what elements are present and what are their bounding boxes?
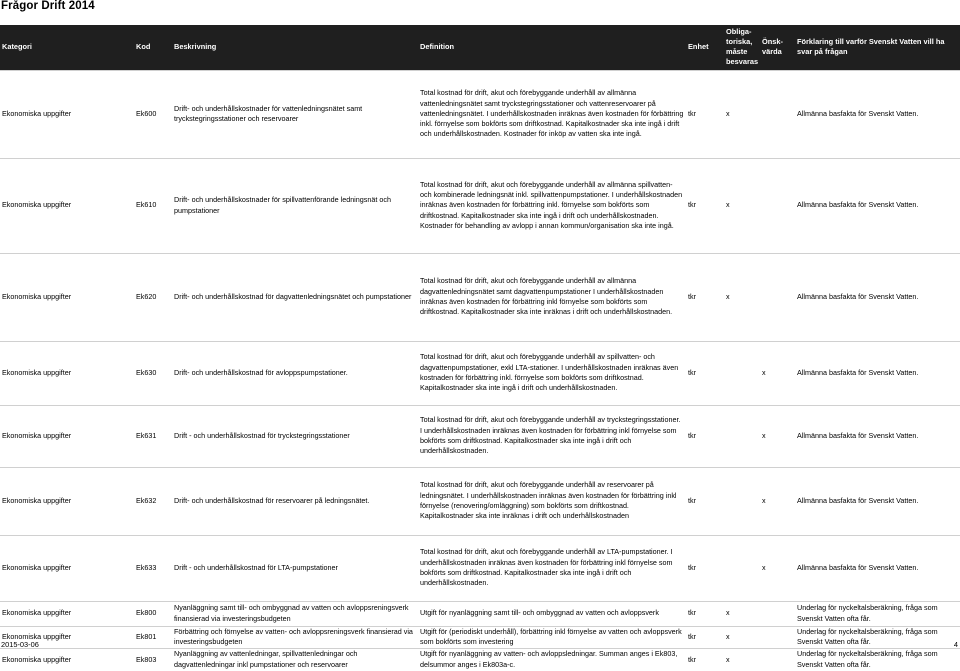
cell-kategori: Ekonomiska uppgifter	[0, 253, 134, 341]
cell-obligatoriska: x	[724, 158, 760, 253]
header-kod: Kod	[136, 42, 151, 52]
header-obligatoriska: Obliga-toriska, måste besvaras	[726, 27, 759, 67]
cell-kategori: Ekonomiska uppgifter	[0, 626, 134, 648]
cell-beskrivning: Drift - och underhållskostnad för tryckstegringsstationer	[172, 405, 418, 467]
header-beskrivning: Beskrivning	[174, 42, 217, 52]
cell-onskvarda	[760, 601, 795, 626]
cell-kategori: Ekonomiska uppgifter	[0, 467, 134, 535]
cell-forklaring: Underlag för nyckeltalsberäkning, fråga som Svenskt Vatten ofta får.	[795, 626, 960, 648]
cell-forklaring: Underlag för nyckeltalsberäkning, fråga som Svenskt Vatten ofta får.	[795, 648, 960, 671]
cell-onskvarda: x	[760, 405, 795, 467]
footer-page-number: 4	[953, 640, 958, 649]
cell-definition: Total kostnad för drift, akut och förebyggande underhåll av LTA-pumpstationer. I underhållskostnaden inräknas även kostnaden för förbättring inkl förnyelse som bokförts som driftkostnad. Kapitalkostnader ska inte ingå i drift och underhållskostnaden.	[418, 535, 686, 601]
cell-obligatoriska: x	[724, 648, 760, 671]
cell-enhet: tkr	[686, 601, 724, 626]
cell-onskvarda	[760, 648, 795, 671]
cell-obligatoriska	[724, 467, 760, 535]
cell-kod: Ek800	[134, 601, 172, 626]
cell-kategori: Ekonomiska uppgifter	[0, 648, 134, 671]
cell-kod: Ek600	[134, 70, 172, 158]
table-row	[0, 405, 960, 467]
cell-definition: Total kostnad för drift, akut och förebyggande underhåll av tryckstegringsstationer. I underhållskostnaden inräknas även kostnaden för förbättring inkl förnyelse som bokförts som driftkostnad. Kapitalkostnader ska inte ingå i drift och underhållskostnaden.	[418, 405, 686, 467]
cell-kod: Ek632	[134, 467, 172, 535]
cell-beskrivning: Förbättring och förnyelse av vatten- och avloppsreningsverk finansierad via investeringsbudgeten	[172, 626, 418, 648]
cell-onskvarda	[760, 70, 795, 158]
cell-enhet: tkr	[686, 467, 724, 535]
header-forklaring: Förklaring till varför Svenskt Vatten vill ha svar på frågan	[797, 37, 945, 57]
cell-kod: Ek803	[134, 648, 172, 671]
cell-forklaring: Underlag för nyckeltalsberäkning, fråga som Svenskt Vatten ofta får.	[795, 601, 960, 626]
cell-kod: Ek631	[134, 405, 172, 467]
cell-beskrivning: Drift- och underhållskostnader för vattenledningsnätet samt tryckstegringsstationer och reservoarer	[172, 70, 418, 158]
cell-kategori: Ekonomiska uppgifter	[0, 158, 134, 253]
cell-enhet: tkr	[686, 253, 724, 341]
cell-enhet: tkr	[686, 626, 724, 648]
cell-onskvarda: x	[760, 341, 795, 405]
table-row	[0, 341, 960, 405]
cell-forklaring: Allmänna basfakta för Svenskt Vatten.	[795, 535, 960, 601]
cell-onskvarda	[760, 158, 795, 253]
header-row	[0, 25, 960, 70]
cell-forklaring: Allmänna basfakta för Svenskt Vatten.	[795, 467, 960, 535]
cell-beskrivning: Drift- och underhållskostnader för spillvattenförande ledningsnät och pumpstationer	[172, 158, 418, 253]
cell-obligatoriska: x	[724, 70, 760, 158]
cell-enhet: tkr	[686, 405, 724, 467]
header-definition: Definition	[420, 42, 455, 52]
cell-onskvarda	[760, 626, 795, 648]
table-row	[0, 601, 960, 626]
cell-forklaring: Allmänna basfakta för Svenskt Vatten.	[795, 405, 960, 467]
cell-kod: Ek610	[134, 158, 172, 253]
cell-kod: Ek633	[134, 535, 172, 601]
cell-kategori: Ekonomiska uppgifter	[0, 405, 134, 467]
cell-forklaring: Allmänna basfakta för Svenskt Vatten.	[795, 70, 960, 158]
cell-obligatoriska	[724, 535, 760, 601]
cell-forklaring: Allmänna basfakta för Svenskt Vatten.	[795, 341, 960, 405]
cell-forklaring: Allmänna basfakta för Svenskt Vatten.	[795, 253, 960, 341]
cell-kod: Ek801	[134, 626, 172, 648]
cell-kategori: Ekonomiska uppgifter	[0, 535, 134, 601]
cell-obligatoriska: x	[724, 601, 760, 626]
table-row	[0, 70, 960, 158]
cell-definition: Utgift för nyanläggning samt till- och ombyggnad av vatten och avloppsverk	[418, 601, 686, 626]
header-enhet: Enhet	[688, 42, 709, 52]
header-onskvarda: Önsk-värda	[762, 37, 783, 57]
cell-beskrivning: Drift- och underhållskostnad för reservoarer på ledningsnätet.	[172, 467, 418, 535]
table-row	[0, 158, 960, 253]
cell-beskrivning: Drift- och underhållskostnad för avloppspumpstationer.	[172, 341, 418, 405]
cell-kategori: Ekonomiska uppgifter	[0, 70, 134, 158]
cell-kategori: Ekonomiska uppgifter	[0, 601, 134, 626]
cell-beskrivning: Drift - och underhållskostnad för LTA-pumpstationer	[172, 535, 418, 601]
table-row	[0, 253, 960, 341]
cell-definition: Utgift för (periodiskt underhåll), förbättring inkl förnyelse av vatten och avloppsverk som bokförts som investering	[418, 626, 686, 648]
cell-enhet: tkr	[686, 341, 724, 405]
cell-enhet: tkr	[686, 158, 724, 253]
cell-onskvarda: x	[760, 467, 795, 535]
cell-definition: Utgift för nyanläggning av vatten- och avloppsledningar. Summan anges i Ek803, delsummor anges i Ek803a-c.	[418, 648, 686, 671]
cell-beskrivning: Drift- och underhållskostnad för dagvattenledningsnätet och pumpstationer	[172, 253, 418, 341]
questions-table	[0, 25, 960, 671]
cell-obligatoriska	[724, 405, 760, 467]
cell-enhet: tkr	[686, 70, 724, 158]
cell-kategori: Ekonomiska uppgifter	[0, 341, 134, 405]
cell-definition: Total kostnad för drift, akut och förebyggande underhåll av allmänna vattenledningsnätet samt tryckstegringsstationer och vattenreservoarer på vattenledningsnätet. I underhållskostnaden inräknas även kostnaden för förbättring inkl. förnyelse som bokförts som driftkostnad. Kapitalkostnader ska inte ingå i drift och underhållskostnaden. Kostnader för inköp av vatten ska inte ingå.	[418, 70, 686, 158]
cell-enhet: tkr	[686, 648, 724, 671]
cell-onskvarda: x	[760, 535, 795, 601]
cell-definition: Total kostnad för drift, akut och förebyggande underhåll av allmänna spillvatten- och kombinerade ledningsnät inkl. spillvattenpumpstationer. I underhållskostnaden inräknas även kostnaden för förbättring inkl. förnyelse som bokförts som driftkostnad. Kapitalkostnader ska inte ingå i drift och underhållskostnaden. Kostnader för behandling av avlopp i annan kommun/organisation ska inte ingå.	[418, 158, 686, 253]
cell-definition: Total kostnad för drift, akut och förebyggande underhåll av reservoarer på ledningsnätet. I underhållskostnaden inräknas även kostnaden för förbättring inkl förnyelse (renovering/omläggning) som bokförts som driftkostnad. Kapitalkostnader ska inte inräknas i drift och underhållskostnaden	[418, 467, 686, 535]
header-kategori: Kategori	[2, 42, 32, 52]
cell-kod: Ek630	[134, 341, 172, 405]
footer-date: 2015-03-06	[1, 640, 39, 649]
cell-beskrivning: Nyanläggning av vattenledningar, spillvattenledningar och dagvattenledningar inkl pumpstationer och reservoarer	[172, 648, 418, 671]
cell-beskrivning: Nyanläggning samt till- och ombyggnad av vatten och avloppsreningsverk finansierad via investeringsbudgeten	[172, 601, 418, 626]
table-row	[0, 648, 960, 671]
cell-obligatoriska	[724, 341, 760, 405]
table-row	[0, 626, 960, 648]
cell-enhet: tkr	[686, 535, 724, 601]
page-title: Frågor Drift 2014	[1, 0, 95, 12]
cell-forklaring: Allmänna basfakta för Svenskt Vatten.	[795, 158, 960, 253]
cell-obligatoriska: x	[724, 626, 760, 648]
cell-onskvarda	[760, 253, 795, 341]
cell-definition: Total kostnad för drift, akut och förebyggande underhåll av spillvatten- och dagvattenpumpstationer, exkl LTA-stationer. I underhållskostnaden inräknas även kostnaden för förbättring inkl. förnyelse som bokförts som driftkostnad. Kapitalkostnader ska inte ingå i drift och underhållskostnaden.	[418, 341, 686, 405]
cell-definition: Total kostnad för drift, akut och förebyggande underhåll av allmänna dagvattenledningsnätet samt dagvattenpumpstationer I underhållskostnaden inräknas även kostnaden för förbättring inkl förnyelse som bokförts som driftkostnad. Kapitalkostnader ska inte inräknas i drift och underhållskostnaden.	[418, 253, 686, 341]
table-row	[0, 467, 960, 535]
cell-obligatoriska: x	[724, 253, 760, 341]
table-row	[0, 535, 960, 601]
cell-kod: Ek620	[134, 253, 172, 341]
